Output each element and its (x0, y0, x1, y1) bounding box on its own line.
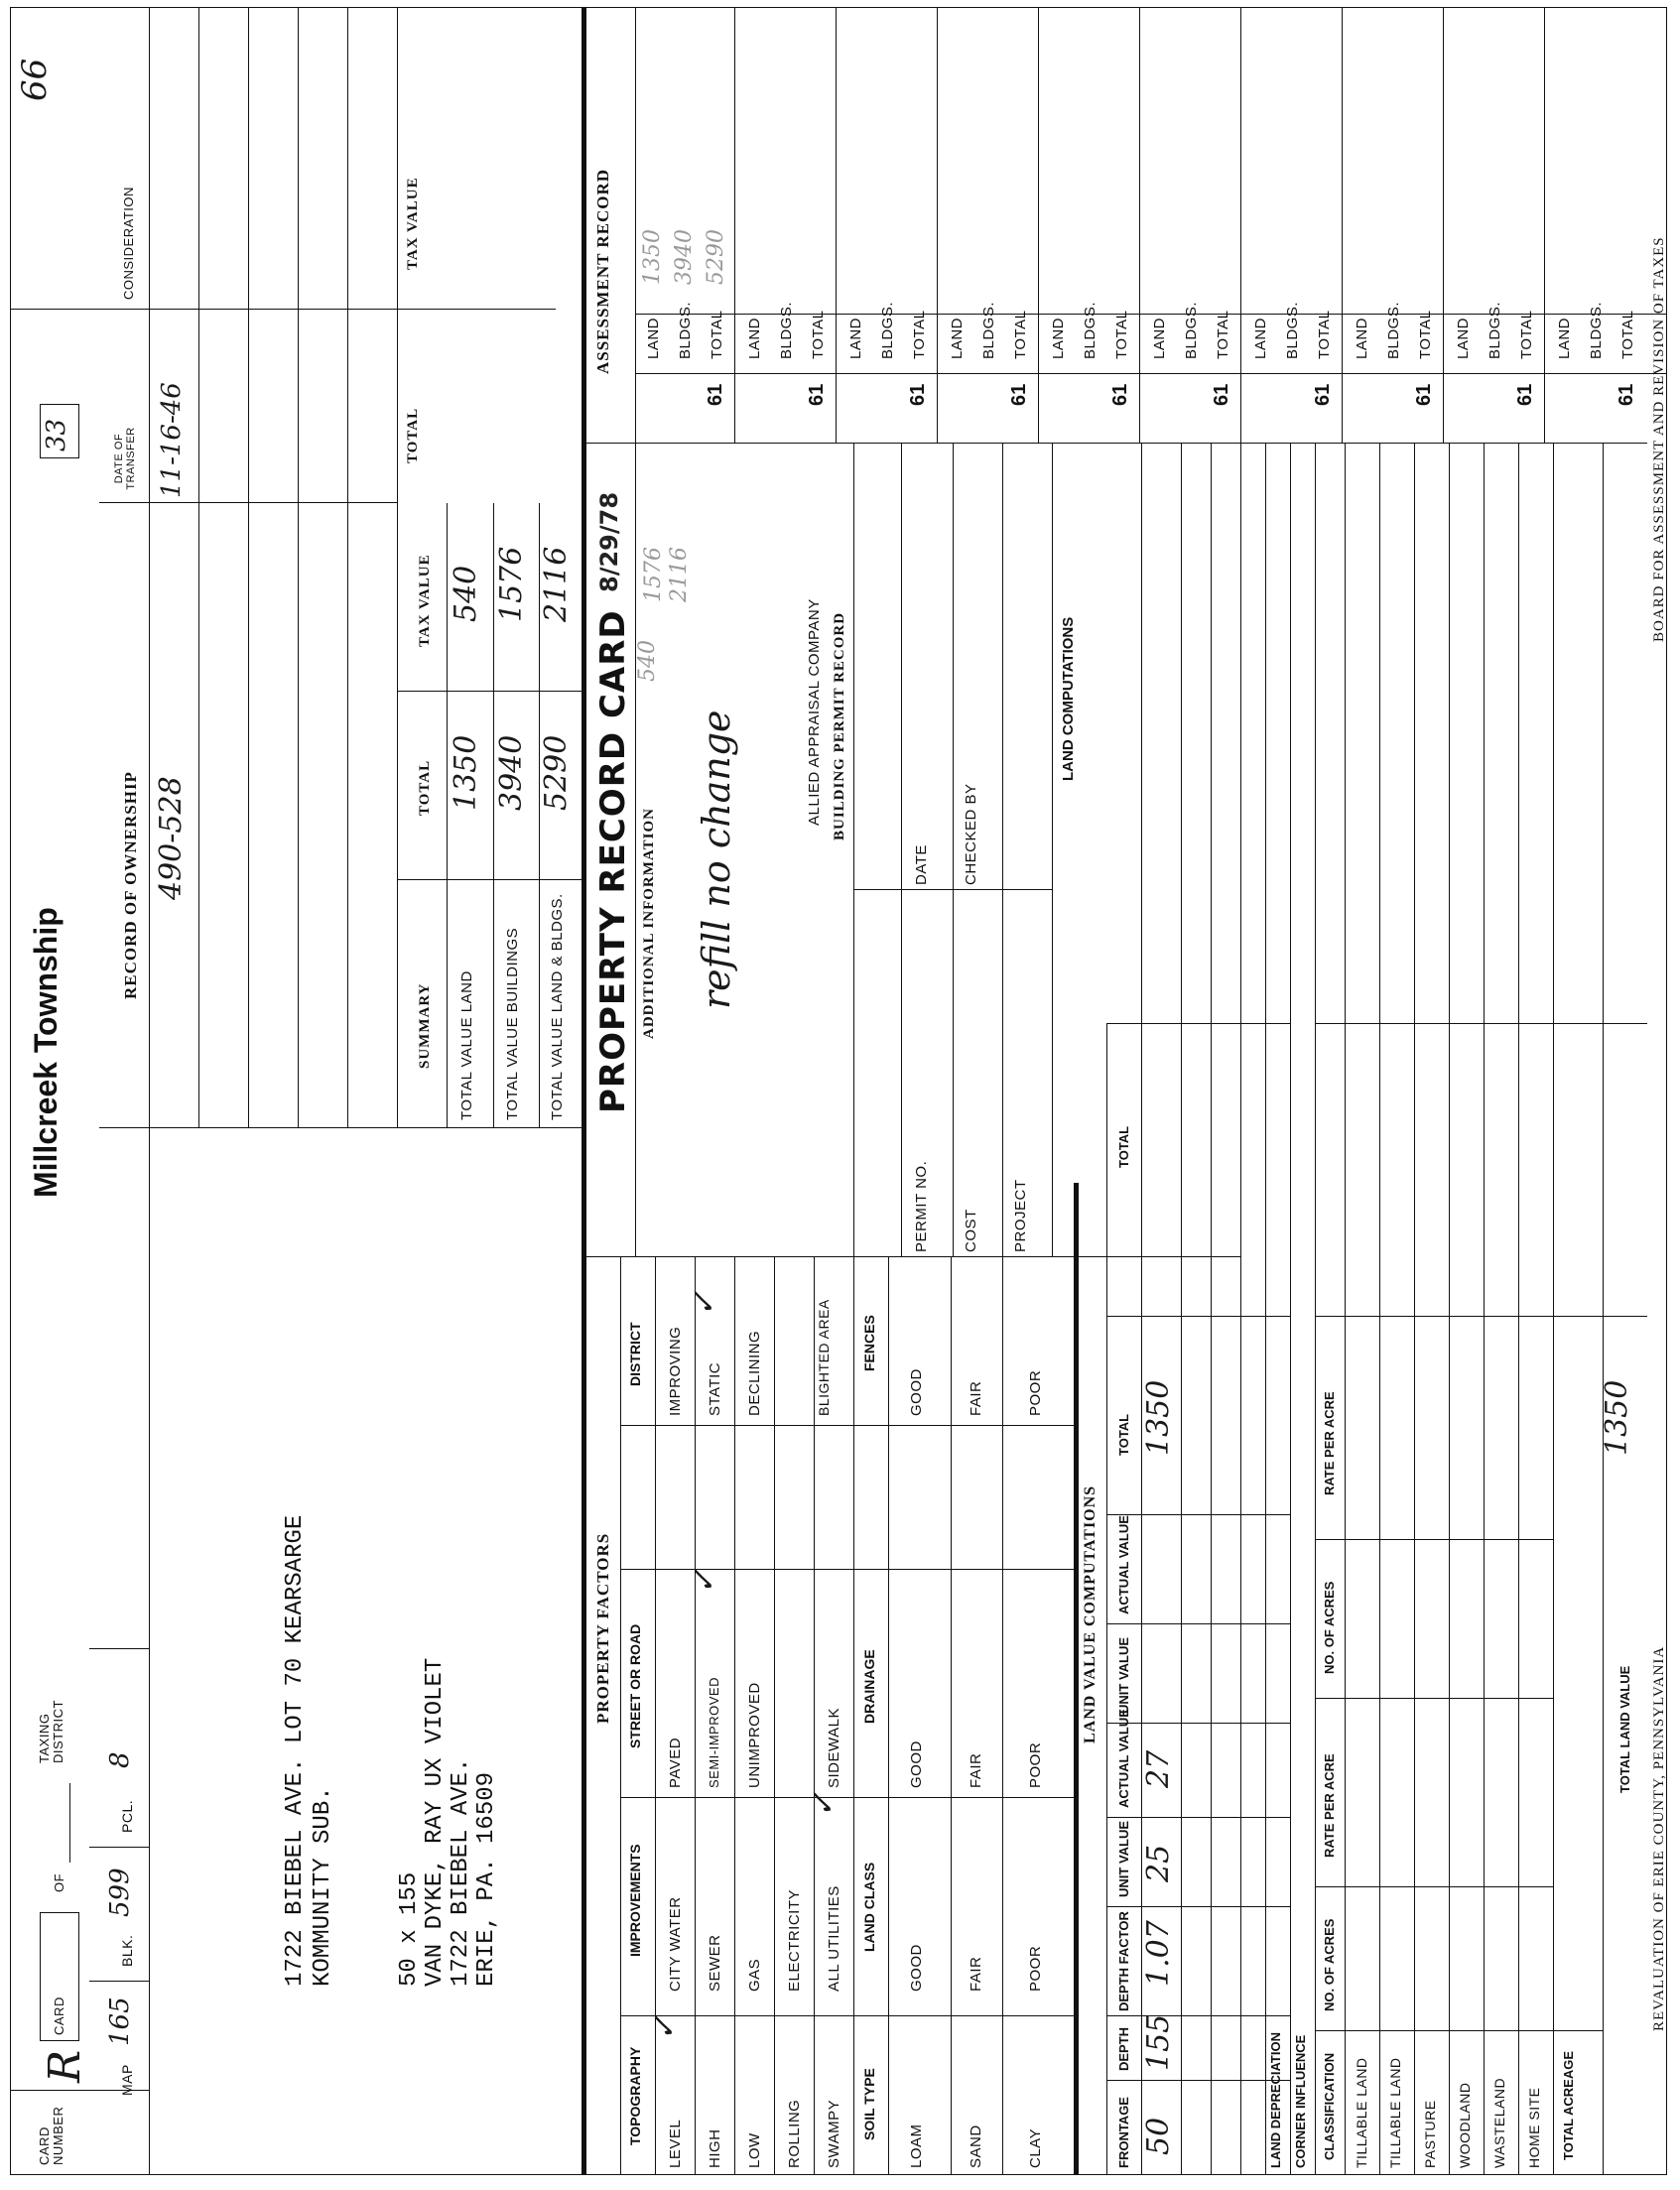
class-pasture: PASTURE (1422, 2100, 1438, 2168)
footer-left: REVALUATION OF ERIE COUNTY, PENNSYLVANIA (1651, 1645, 1667, 2031)
assess-value-3: 5290 (704, 229, 728, 285)
assess-total-1: TOTAL (709, 310, 725, 359)
property-factors-title: PROPERTY FACTORS (593, 1532, 612, 1724)
assess-total-9: TOTAL (1518, 310, 1535, 359)
map-label: MAP (119, 2064, 135, 2096)
class-wasteland: WASTELAND (1491, 2077, 1507, 2168)
soil-sand[interactable]: SAND (968, 2125, 984, 2168)
handwritten-note: refill no change (695, 709, 738, 1009)
rate-header-2: RATE PER ACRE (1322, 1391, 1337, 1495)
pcl-value: 8 (105, 1751, 135, 1768)
ownership-title: RECORD OF OWNERSHIP (121, 771, 140, 999)
assess-total-4: TOTAL (1012, 310, 1029, 359)
ownership-entry-date: 11-16-46 (157, 382, 187, 498)
assess-year-1: 61 (705, 383, 726, 406)
topography-rolling[interactable]: ROLLING (786, 2099, 803, 2168)
assess-bldgs-3: BLDGS. (879, 301, 896, 359)
check-semi-improved: ✓ (685, 1568, 722, 1595)
assess-land-2: LAND (746, 317, 763, 359)
total-land-value-amount: 1350 (1600, 1379, 1634, 1456)
street-sidewalk[interactable]: SIDEWALK (826, 1708, 842, 1788)
card-label: CARD (52, 1997, 66, 2035)
assess-land-3: LAND (847, 317, 864, 359)
assess-bldgs-7: BLDGS. (1284, 301, 1301, 359)
township-name: Millcreek Township (28, 907, 64, 1198)
topography-level[interactable]: LEVEL (667, 2119, 684, 2168)
assess-bldgs-1: BLDGS. (677, 301, 694, 359)
topography-high[interactable]: HIGH (707, 2128, 723, 2168)
assess-total-10: TOTAL (1619, 310, 1636, 359)
street-header: STREET OR ROAD (627, 1623, 643, 1748)
summary-land-total: 1350 (449, 734, 483, 811)
summary-land-tax: 540 (449, 565, 483, 622)
project-label: PROJECT (1012, 1179, 1029, 1252)
land-total-value: 1350 (1141, 1379, 1176, 1456)
faint-number-3: 2116 (667, 547, 692, 602)
district-header: DISTRICT (627, 1322, 643, 1386)
section-divider (582, 7, 586, 2175)
fences-poor[interactable]: POOR (1027, 1369, 1044, 1416)
class-tillable-2: TILLABLE LAND (1387, 2057, 1403, 2168)
col-actual-value-1: ACTUAL VALUE (1116, 1709, 1131, 1808)
frontage-value: 50 (1141, 2117, 1176, 2155)
owner-address-2: ERIE, PA. 16509 (473, 1771, 500, 1987)
ownership-entry-deed: 490-528 (154, 776, 189, 900)
land-value-title: LAND VALUE COMPUTATIONS (1082, 1484, 1098, 1743)
improvement-gas[interactable]: GAS (746, 1958, 763, 1992)
class-woodland: WOODLAND (1457, 2082, 1473, 2168)
faint-number-1: 540 (635, 640, 660, 682)
assess-bldgs-10: BLDGS. (1588, 301, 1605, 359)
district-blighted[interactable]: BLIGHTED AREA (816, 1299, 832, 1416)
topography-swampy[interactable]: SWAMPY (826, 2099, 842, 2168)
district-declining[interactable]: DECLINING (746, 1330, 763, 1416)
assess-bldgs-6: BLDGS. (1183, 301, 1200, 359)
col-actual-value-2: ACTUAL VALUE (1116, 1515, 1131, 1614)
assess-land-6: LAND (1151, 317, 1168, 359)
owner-name: VAN DYKE, RAY UX VIOLET (422, 1657, 449, 1987)
assess-year-2: 61 (806, 383, 828, 406)
permit-no-label: PERMIT NO. (913, 1160, 930, 1252)
unit-value: 25 (1141, 1844, 1176, 1882)
assess-total-8: TOTAL (1417, 310, 1434, 359)
date-of-transfer-label: DATE OF TRANSFER (113, 427, 137, 490)
assess-bldgs-8: BLDGS. (1385, 301, 1402, 359)
improvements-header: IMPROVEMENTS (627, 1844, 643, 1957)
col-depth-factor: DEPTH FACTOR (1116, 1911, 1131, 2011)
assess-year-3: 61 (907, 383, 929, 406)
improvement-sewer[interactable]: SEWER (707, 1934, 723, 1992)
assess-land-9: LAND (1455, 317, 1472, 359)
topography-low[interactable]: LOW (746, 2132, 763, 2168)
improvement-all-utilities[interactable]: ALL UTILITIES (826, 1885, 842, 1992)
assess-year-6: 61 (1211, 383, 1232, 406)
taxing-district-label: TAXING DISTRICT (37, 1700, 65, 1763)
soil-clay[interactable]: CLAY (1027, 2127, 1044, 2168)
summary-buildings-label: TOTAL VALUE BUILDINGS (504, 927, 521, 1120)
assess-value-2: 3940 (672, 229, 697, 285)
corner-number: 66 (15, 58, 55, 101)
checked-by-label: CHECKED BY (963, 783, 979, 885)
assess-total-6: TOTAL (1215, 310, 1231, 359)
assess-year-9: 61 (1514, 383, 1536, 406)
street-paved[interactable]: PAVED (667, 1737, 684, 1788)
land-class-fair[interactable]: FAIR (968, 1956, 984, 1992)
assess-total-3: TOTAL (911, 310, 928, 359)
summary-buildings-total: 3940 (494, 734, 529, 811)
depth-factor-value: 1.07 (1141, 1920, 1176, 1987)
cost-label: COST (963, 1209, 979, 1252)
assess-total-2: TOTAL (810, 310, 827, 359)
col-total-2: TOTAL (1116, 1125, 1131, 1168)
property-record-card-title: PROPERTY RECORD CARD (593, 609, 633, 1113)
footer-right: BOARD FOR ASSESSMENT AND REVISION OF TAXES (1651, 236, 1667, 642)
summary-tax-label: TAX VALUE (417, 554, 433, 647)
fences-fair[interactable]: FAIR (968, 1380, 984, 1416)
drainage-fair[interactable]: FAIR (968, 1752, 984, 1788)
assess-land-1: LAND (645, 317, 662, 359)
fences-good[interactable]: GOOD (908, 1368, 925, 1416)
depth-value: 155 (1141, 2013, 1176, 2071)
assess-total-7: TOTAL (1316, 310, 1333, 359)
drainage-header: DRAINAGE (861, 1649, 877, 1724)
top-total-label: TOTAL (405, 407, 421, 463)
faint-number-2: 1576 (641, 547, 666, 602)
card-number-label: CARD NUMBER (37, 2106, 65, 2165)
land-class-header: LAND CLASS (861, 1862, 877, 1952)
property-line-1: 1722 BIEBEL AVE. LOT 70 KEARSARGE (282, 1514, 309, 1987)
corner-influence-label: CORNER INFLUENCE (1293, 2034, 1308, 2168)
street-semi-improved[interactable]: SEMI-IMPROVED (707, 1677, 721, 1788)
improvement-electricity[interactable]: ELECTRICITY (786, 1888, 803, 1992)
summary-combined-tax: 2116 (539, 546, 574, 622)
col-total-1: TOTAL (1116, 1413, 1131, 1456)
property-line-2: KOMMUNITY SUB. (310, 1786, 336, 1987)
land-depreciation-label: LAND DEPRECIATION (1268, 2032, 1283, 2168)
card-index: 33 (42, 418, 71, 451)
assess-land-10: LAND (1556, 317, 1573, 359)
date-stamp: 8/29/78 (595, 491, 623, 592)
map-value: 165 (105, 1997, 135, 2046)
topography-header: TOPOGRAPHY (627, 2046, 643, 2145)
soil-loam[interactable]: LOAM (908, 2124, 925, 2168)
check-level: ✓ (645, 2014, 683, 2041)
assess-bldgs-5: BLDGS. (1082, 301, 1098, 359)
owner-address-1: 1722 BIEBEL AVE. (448, 1757, 474, 1987)
pcl-label: PCL. (119, 1799, 135, 1833)
acres-header-2: NO. OF ACRES (1322, 1581, 1337, 1674)
land-computations-title: LAND COMPUTATIONS (1060, 616, 1077, 781)
date-label: DATE (913, 844, 930, 885)
card-code: R (40, 2049, 90, 2083)
drainage-good[interactable]: GOOD (908, 1740, 925, 1788)
assess-total-5: TOTAL (1113, 310, 1130, 359)
col-unit-value-2: UNIT VALUE (1116, 1636, 1131, 1714)
district-improving[interactable]: IMPROVING (667, 1326, 684, 1416)
assess-land-7: LAND (1252, 317, 1269, 359)
check-static: ✓ (685, 1290, 722, 1317)
assess-year-8: 61 (1413, 383, 1435, 406)
street-unimproved[interactable]: UNIMPROVED (746, 1682, 763, 1788)
classification-header: CLASSIFICATION (1322, 2052, 1337, 2160)
col-unit-value-1: UNIT VALUE (1116, 1820, 1131, 1897)
assess-bldgs-4: BLDGS. (980, 301, 997, 359)
total-land-value-label: TOTAL LAND VALUE (1617, 1665, 1632, 1793)
appraiser-name: ALLIED APPRAISAL COMPANY (806, 598, 823, 826)
assess-bldgs-2: BLDGS. (778, 301, 795, 359)
assess-year-10: 61 (1615, 383, 1637, 406)
summary-buildings-tax: 1576 (494, 546, 529, 622)
building-permit-title: BUILDING PERMIT RECORD (832, 611, 847, 840)
consideration-label: CONSIDERATION (121, 187, 136, 300)
check-all-utilities: ✓ (804, 1791, 841, 1818)
summary-total-label: TOTAL (417, 759, 433, 816)
assess-bldgs-9: BLDGS. (1486, 301, 1503, 359)
land-class-good[interactable]: GOOD (908, 1944, 925, 1992)
additional-info-label: ADDITIONAL INFORMATION (641, 808, 657, 1039)
assess-land-4: LAND (949, 317, 966, 359)
drainage-poor[interactable]: POOR (1027, 1741, 1044, 1788)
of-label: OF (52, 1872, 66, 1892)
summary-combined-label: TOTAL VALUE LAND & BLDGS. (549, 893, 566, 1120)
rate-header-1: RATE PER ACRE (1322, 1753, 1337, 1858)
col-frontage: FRONTAGE (1116, 2097, 1131, 2168)
summary-land-label: TOTAL VALUE LAND (458, 970, 475, 1120)
summary-title: SUMMARY (417, 982, 433, 1069)
assess-year-4: 61 (1008, 383, 1030, 406)
assess-land-8: LAND (1354, 317, 1370, 359)
blk-value: 599 (105, 1868, 135, 1917)
summary-combined-total: 5290 (539, 734, 574, 811)
assess-year-5: 61 (1109, 383, 1131, 406)
assess-year-7: 61 (1312, 383, 1334, 406)
property-line-3: 50 x 155 (396, 1871, 423, 1987)
district-static[interactable]: STATIC (707, 1361, 723, 1416)
improvement-city-water[interactable]: CITY WATER (667, 1896, 684, 1992)
actual-value: 27 (1141, 1749, 1176, 1788)
class-tillable-1: TILLABLE LAND (1354, 2057, 1369, 2168)
assessment-record-title: ASSESSMENT RECORD (593, 168, 612, 374)
blk-label: BLK. (119, 1934, 135, 1967)
acres-header-1: NO. OF ACRES (1322, 1918, 1337, 2011)
fences-header: FENCES (861, 1315, 877, 1371)
total-acreage-label: TOTAL ACREAGE (1561, 2050, 1576, 2160)
class-home-site: HOME SITE (1526, 2087, 1542, 2168)
col-depth: DEPTH (1116, 2026, 1131, 2071)
soil-type-header: SOIL TYPE (861, 2068, 877, 2140)
land-class-poor[interactable]: POOR (1027, 1945, 1044, 1992)
assess-value-1: 1350 (640, 229, 665, 285)
assess-land-5: LAND (1050, 317, 1067, 359)
top-tax-value-label: TAX VALUE (405, 177, 421, 270)
